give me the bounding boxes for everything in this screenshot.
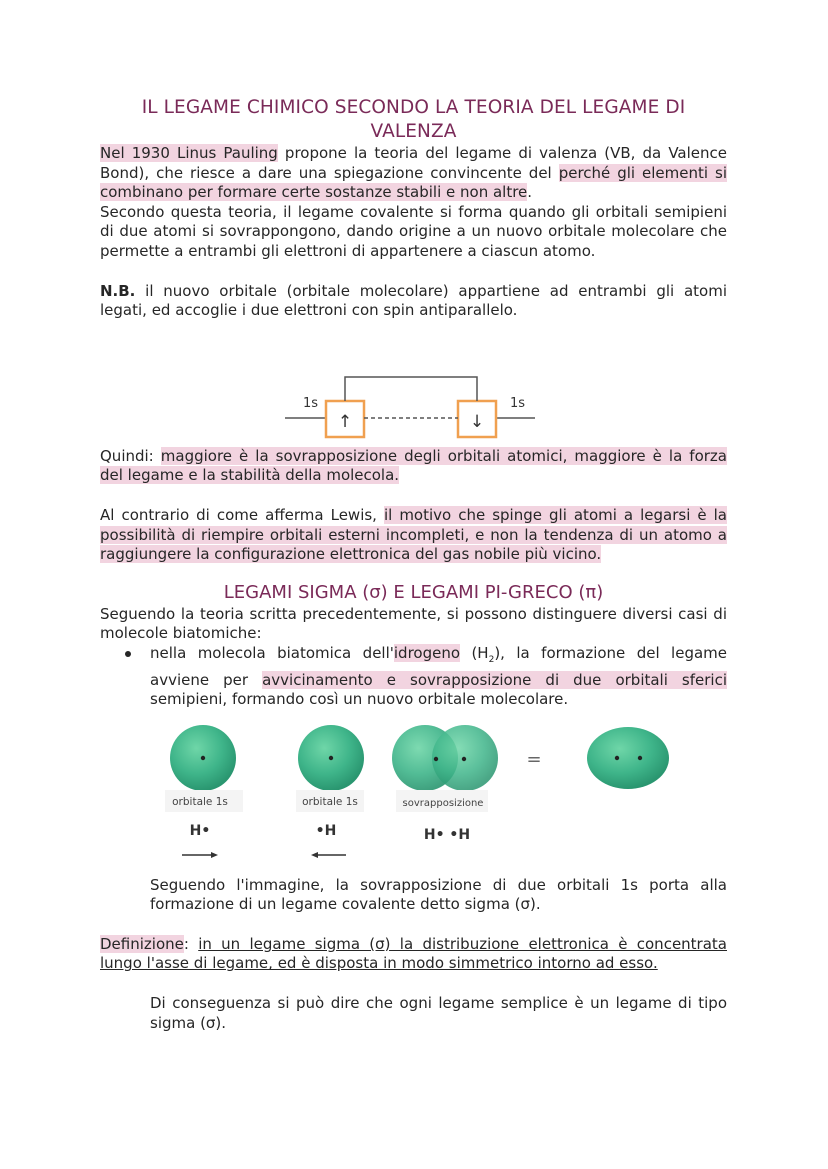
definition-label: Definizione <box>100 934 184 953</box>
formula-h2: H• •H <box>423 826 471 843</box>
highlight-sovrapposizione: avvicinamento e sovrapposizione di due orbitali sferici <box>262 670 727 689</box>
section-title-sigma-pi: LEGAMI SIGMA (σ) E LEGAMI PI-GRECO (π) <box>223 581 604 603</box>
label-sovrapposizione: sovrapposizione <box>402 797 484 809</box>
intro-paragraph <box>100 144 727 203</box>
orbital-overlap-diagram <box>100 321 727 447</box>
nb-label: N.B. <box>100 281 136 300</box>
equals-sign: = <box>526 748 542 770</box>
hydrogen-orbitals-diagram <box>100 710 727 876</box>
highlight-perche: perché gli elementi si combinano per formare certe sostanze stabili e non altre <box>100 163 728 202</box>
label-orbitale-1: orbitale 1s <box>172 795 228 808</box>
image-explanation: Seguendo l'immagine, la sovrapposizione di due orbitali 1s porta alla formazione di un legame covalente detto sigma (σ). <box>150 875 727 914</box>
definition-colon: : <box>183 934 189 953</box>
left-1s-label: 1s <box>303 395 319 411</box>
h2-subscript: 2 <box>488 654 495 665</box>
spin-down-arrow: ↓ <box>469 411 485 432</box>
bullet-text-2: (H <box>460 643 489 662</box>
formula-h-right: •H <box>315 822 337 839</box>
molecular-orbital <box>587 727 669 789</box>
hydrogen-diagram-svg <box>100 710 727 876</box>
spin-up-arrow: ↑ <box>337 411 353 432</box>
intro-text: propone la teoria del legame di valenza (VB, da Valence Bond), che riesce a dare una spiegazione convincente del <box>100 144 727 182</box>
highlight-lewis: il motivo che spinge gli atomi a legarsi è la possibilità di riempire orbitali esterni incompleti, e non la tendenza di un atomo a raggiungere la configurazione elettronica del gas nobile più vicino. <box>100 505 727 564</box>
theory-paragraph: Secondo questa teoria, il legame covalente si forma quando gli orbitali semipieni di due atomi si sovrappongono, dando origine a un nuovo orbitale molecolare che permette a entrambi gli elettroni di appartenere a ciascun atomo. <box>100 202 727 260</box>
lewis-paragraph <box>100 506 727 565</box>
title-line-1: IL LEGAME CHIMICO SECONDO LA TEORIA DEL LEGAME DI <box>141 97 686 118</box>
lewis-text: Al contrario di come afferma Lewis, <box>100 505 384 524</box>
right-1s-label: 1s <box>510 395 526 411</box>
highlight-idrogeno: idrogeno <box>393 643 461 662</box>
orbital-diagram-svg <box>100 321 727 447</box>
cases-list <box>100 644 727 710</box>
definition-text: in un legame sigma (σ) la distribuzione elettronica è concentrata lungo l'asse di legame, ed è disposta in modo simmetrico intorno ad esso. <box>100 934 727 973</box>
nb-paragraph <box>100 282 727 321</box>
title-line-2: VALENZA <box>370 121 457 142</box>
document-page <box>100 96 727 1033</box>
bullet-text-1: nella molecola biatomica dell' <box>150 643 394 662</box>
definition-paragraph <box>100 935 727 974</box>
bullet-text-3: ), la formazione del legame avviene per <box>150 643 727 689</box>
highlight-pauling: Nel 1930 Linus Pauling <box>100 144 278 162</box>
intro-end: . <box>527 183 533 202</box>
list-item-hydrogen <box>100 644 727 710</box>
formula-h-left: H• <box>189 822 211 839</box>
nb-text: il nuovo orbitale (orbitale molecolare) appartiene ad entrambi gli atomi legati, ed accoglie i due elettroni con spin antiparallelo. <box>100 281 727 320</box>
label-orbitale-2: orbitale 1s <box>302 795 358 808</box>
quindi-paragraph <box>100 447 727 486</box>
page-title <box>100 96 727 144</box>
quindi-label: Quindi: <box>100 446 161 465</box>
highlight-quindi: maggiore è la sovrapposizione degli orbitali atomici, maggiore è la forza del legame e la stabilità della molecola. <box>100 446 728 485</box>
cases-paragraph: Seguendo la teoria scritta precedentemente, si possono distinguere diversi casi di molecole biatomiche: <box>100 604 727 643</box>
conclusion-paragraph: Di conseguenza si può dire che ogni legame semplice è un legame di tipo sigma (σ). <box>150 994 727 1032</box>
bullet-text-4: semipieni, formando così un nuovo orbitale molecolare. <box>150 690 569 709</box>
